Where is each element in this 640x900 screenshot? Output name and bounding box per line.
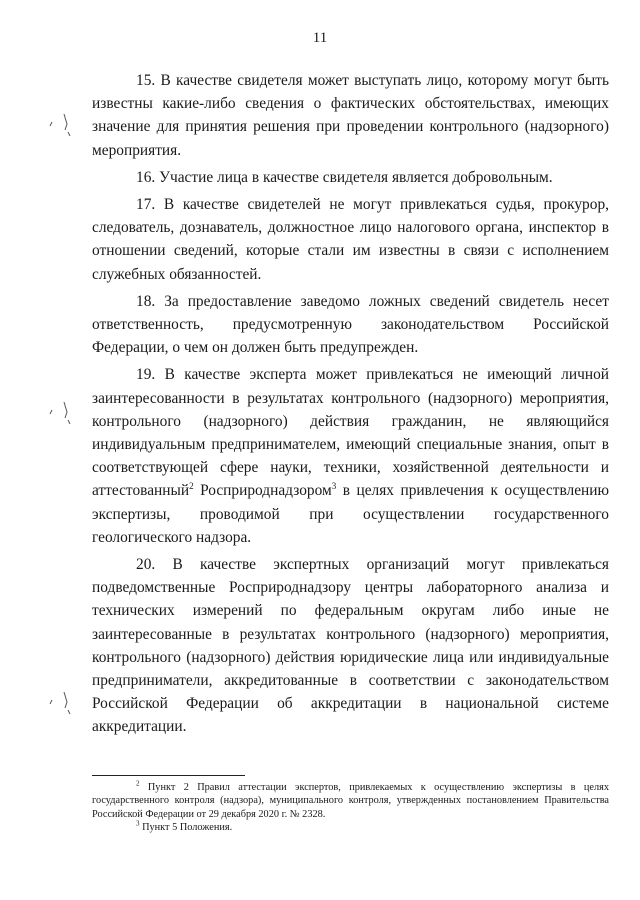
footnote-mark: 3 [136,819,140,828]
paragraph-19-text-a: 19. В качестве эксперта может привлекаться не имеющий личной заинтересованности в результатах контрольного (надзорного) мероприятия, контрольного (надзорного) действия гражданин, не являющийся индивидуальным предпринимателем, имеющий специальные знания, опыт в соответствующей сфере науки, техники, хозяйственной деятельности и аттестованный [92,366,609,500]
footnote-text: Пункт 2 Правил аттестации экспертов, привлекаемых к осуществлению экспертизы в целях государственного контроля (надзора), муниципального контроля, утвержденных постановлением Правительства Российской Федерации от 29 декабря 2020 г. № 2328. [92,782,609,820]
footnote-ref-3[interactable]: 3 [331,481,337,492]
document-body [92,69,609,743]
margin-stamp-mark [44,108,78,142]
paragraph-17: 17. В качестве свидетелей не могут привлекаться судья, прокурор, следователь, дознаватель, должностное лицо налогового органа, инспектор в отношении сведений, которые стали им известны в связи с исполнением служебных обязанностей. [92,196,609,283]
paragraph-15: 15. В качестве свидетеля может выступать лицо, которому могут быть известны какие-либо сведения о фактических обстоятельствах, имеющих значение для принятия решения при проведении контрольного (надзорного) мероприятия. [92,72,609,159]
footnote-mark: 2 [136,779,140,788]
paragraph-20: 20. В качестве экспертных организаций могут привлекаться подведомственные Росприроднадзору центры лабораторного анализа и технических измерений по федеральным округам либо иные не заинтересованные в результатах контрольного (надзорного) мероприятия, контрольного (надзорного) действия юридические лица или индивидуальные предприниматели, аккредитованные в соответствии с законодательством Российской Федерации об аккредитации в национальной системе аккредитации. [92,556,609,736]
margin-stamp-mark [44,688,78,722]
footnotes [92,781,609,835]
footnote-ref-2[interactable]: 2 [189,481,194,492]
footnote-separator [92,775,245,776]
footnote-3 [92,821,609,834]
footnote-text: Пункт 5 Положения. [139,822,233,834]
footnote-2 [92,781,609,821]
paragraph-19 [92,363,609,549]
paragraph-19-text-b: Росприроднадзором [193,482,332,500]
paragraph-19-text-c: в целях привлечения к осуществлению экспертизы, проводимой при осуществлении государственного геологического надзора. [92,482,609,546]
margin-stamp-mark [44,398,78,432]
paragraph-18: 18. За предоставление заведомо ложных сведений свидетель несет ответственность, предусмотренную законодательством Российской Федерации, о чем он должен быть предупрежден. [92,292,609,357]
page-number: 11 [312,30,328,46]
paragraph-16: 16. Участие лица в качестве свидетеля является добровольным. [136,168,553,186]
